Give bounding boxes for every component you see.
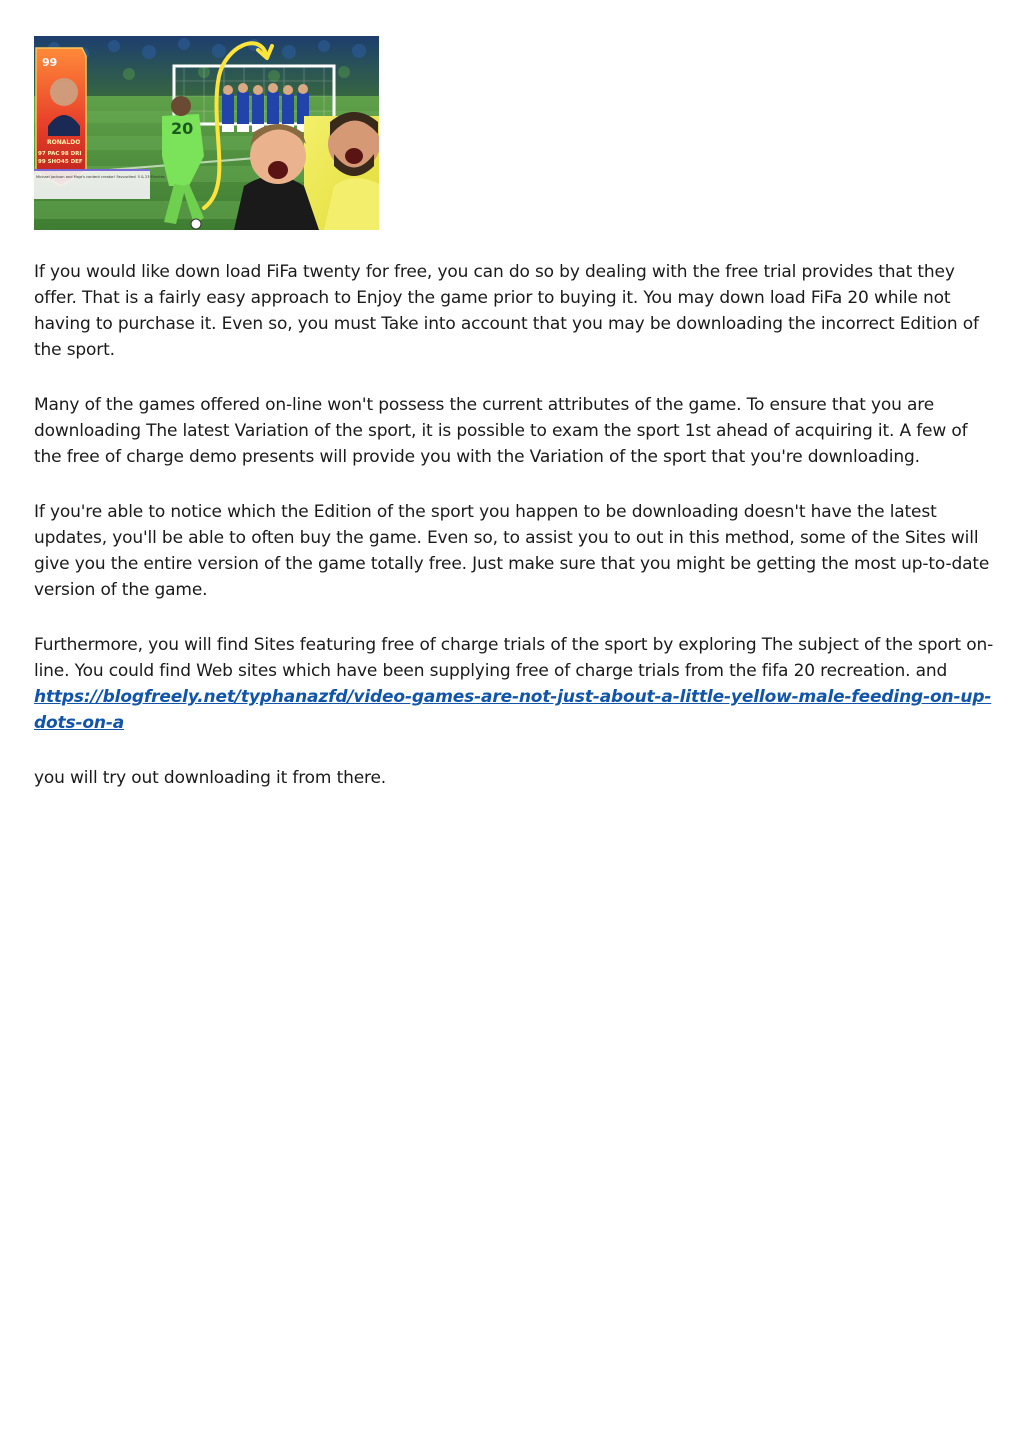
jersey-number: 20: [171, 119, 194, 138]
thumbnail-illustration: [34, 36, 379, 230]
card-name: RONALDO: [47, 139, 81, 146]
card-stat-pac: 97 PAC: [38, 151, 60, 157]
article-body: [34, 259, 994, 820]
paragraph-5: you will try out downloading it from there.: [34, 768, 387, 788]
paragraph-1: If you would like down load FiFa twenty for free, you can do so by dealing with the free trial provides that they offer. That is a fairly easy approach to Enjoy the game prior to buying it. You may down load FiFa 20 while not having to purchase it. Even so, you must Take into account that you may be downloading the incorrect Edition of the sport.: [34, 262, 979, 360]
card-stat-def: 45 DEF: [61, 159, 83, 165]
card-rating: 99: [42, 56, 58, 69]
blogfreely-link[interactable]: https://blogfreely.net/typhanazfd/video-games-are-not-just-about-a-little-yellow-male-feeding-on-up-dots-on-a: [34, 687, 992, 733]
paragraph-4: [34, 632, 994, 736]
overlay-text: Michael Jackson and Mojo's content creator! Favourites! 5 & 23 Minutes: [36, 175, 165, 179]
paragraph-3: If you're able to notice which the Edition of the sport you happen to be downloading doesn't have the latest updates, you'll be able to often buy the game. Even so, to assist you to out in this method, some of the Sites will give you the entire version of the game totally free. Just make sure that you might be getting the most up-to-date version of the game.: [34, 502, 990, 600]
fifa-thumbnail-image: [34, 36, 379, 230]
card-stat-sho: 99 SHO: [38, 159, 61, 165]
card-stat-dri: 98 DRI: [61, 151, 82, 157]
paragraph-4-text: Furthermore, you will find Sites featuring free of charge trials of the sport by exploring The subject of the sport on-line. You could find Web sites which have been supplying free of charge trials from the fifa 20 recreation. and: [34, 635, 994, 681]
paragraph-2: Many of the games offered on-line won't possess the current attributes of the game. To ensure that you are downloading The latest Variation of the sport, it is possible to exam the sport 1st ahead of acquiring it. A few of the free of charge demo presents will provide you with the Variation of the sport that you're downloading.: [34, 395, 968, 467]
